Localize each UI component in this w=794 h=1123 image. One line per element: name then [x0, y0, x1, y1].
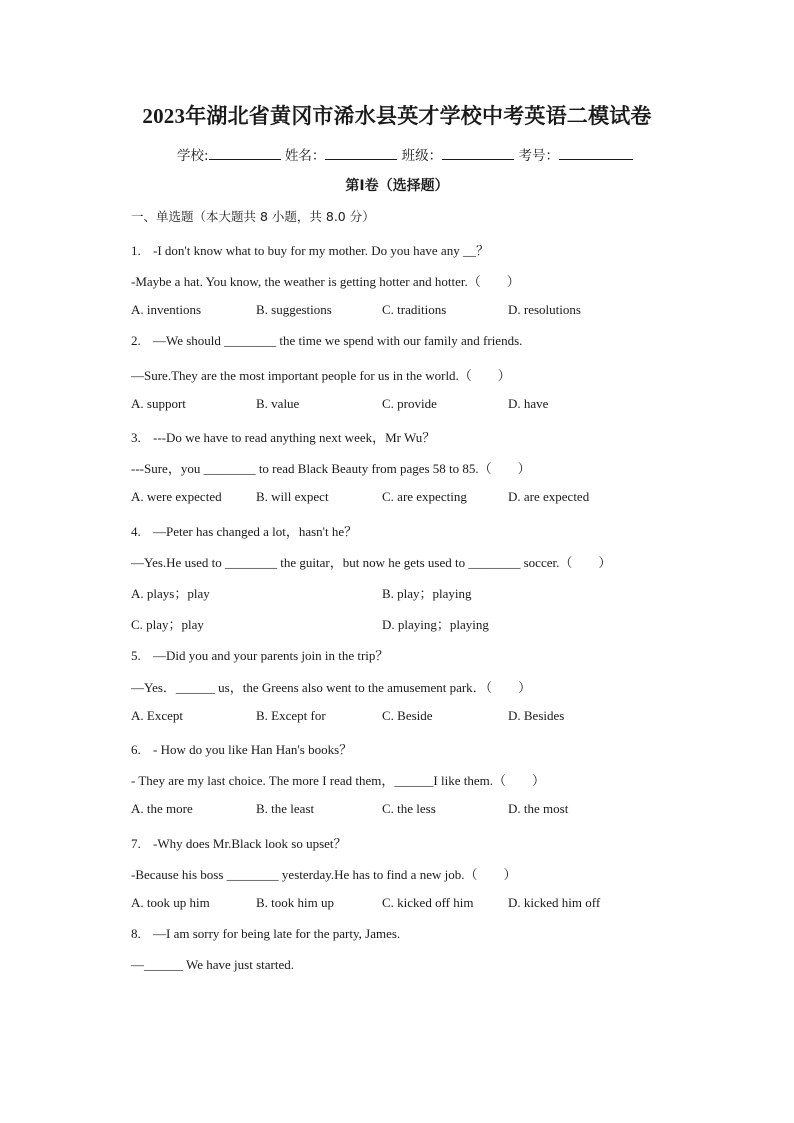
- option-c: C. Beside: [382, 708, 433, 723]
- option-b: B. play；playing: [382, 586, 472, 601]
- option-c: C. play；play: [131, 617, 204, 632]
- question-line: —Yes.He used to ________ the guitar，but now he gets used to ________ soccer.（ ）: [131, 555, 612, 570]
- question-line: —Yes．______ us，the Greens also went to the amusement park．（ ）: [131, 680, 532, 695]
- question-number: 5.: [131, 648, 141, 663]
- option-b: B. took him up: [256, 895, 335, 910]
- question-line: -Maybe a hat. You know, the weather is getting hotter and hotter.（ ）: [131, 274, 520, 289]
- option-a: A. Except: [131, 708, 183, 723]
- option-a: A. the more: [131, 801, 193, 816]
- school-label: 学校:: [177, 148, 209, 164]
- name-blank: [325, 147, 397, 160]
- question-number: 8.: [131, 926, 141, 941]
- option-d: D. the most: [508, 801, 569, 816]
- school-blank: [209, 147, 281, 160]
- option-a: A. were expected: [131, 489, 222, 504]
- question-stem: 2. —We should ________ the time we spend with our family and friends.: [131, 333, 523, 348]
- question-line: ---Sure，you ________ to read Black Beauty from pages 58 to 85.（ ）: [131, 461, 531, 476]
- option-b: B. Except for: [256, 708, 326, 723]
- question-number: 2.: [131, 333, 141, 348]
- question-line: —Sure.They are the most important people for us in the world.（ ）: [131, 368, 511, 383]
- option-d: D. kicked him off: [508, 895, 601, 910]
- option-b: B. will expect: [256, 489, 329, 504]
- exam-number-label: 考号：: [518, 148, 559, 164]
- option-c: C. the less: [382, 801, 436, 816]
- question-number: 7.: [131, 836, 141, 851]
- option-c: C. are expecting: [382, 489, 467, 504]
- section-title: 第I卷（选择题）: [345, 178, 449, 194]
- question-stem: 3. ---Do we have to read anything next week，Mr Wu？: [131, 430, 436, 445]
- option-c: C. kicked off him: [382, 895, 474, 910]
- question-number: 4.: [131, 524, 141, 539]
- exam-title: 2023年湖北省黄冈市浠水县英才学校中考英语二模试卷: [142, 104, 652, 128]
- question-line: -Because his boss ________ yesterday.He has to find a new job.（ ）: [131, 867, 517, 882]
- option-b: B. value: [256, 396, 300, 411]
- exam-number-blank: [559, 147, 633, 160]
- question-number: 6.: [131, 742, 141, 757]
- name-label: 姓名：: [284, 148, 326, 164]
- option-a: A. support: [131, 396, 186, 411]
- option-d: D. have: [508, 396, 549, 411]
- option-d: D. resolutions: [508, 302, 581, 317]
- question-line: —______ We have just started.: [131, 957, 294, 972]
- class-label: 班级：: [401, 148, 443, 164]
- question-stem: 1. -I don't know what to buy for my mother. Do you have any __？: [131, 243, 489, 258]
- question-line: - They are my last choice. The more I read them，______I like them.（ ）: [131, 773, 545, 788]
- question-stem: 5. —Did you and your parents join in the trip？: [131, 648, 389, 663]
- question-stem: 7. -Why does Mr.Black look so upset？: [131, 836, 347, 851]
- option-d: D. playing；playing: [382, 617, 489, 632]
- question-number: 1.: [131, 243, 141, 258]
- part-title: 一、单选题（本大题共 8 小题，共 8.0 分）: [131, 209, 375, 224]
- option-b: B. the least: [256, 801, 315, 816]
- option-d: D. Besides: [508, 708, 565, 723]
- question-stem: 8. —I am sorry for being late for the party, James.: [131, 926, 401, 941]
- question-stem: 6. - How do you like Han Han's books？: [131, 742, 353, 757]
- option-a: A. plays；play: [131, 586, 210, 601]
- option-b: B. suggestions: [256, 302, 332, 317]
- option-c: C. provide: [382, 396, 437, 411]
- option-a: A. took up him: [131, 895, 210, 910]
- option-a: A. inventions: [131, 302, 202, 317]
- student-info-line: [177, 144, 633, 164]
- question-stem: 4. —Peter has changed a lot，hasn't he？: [131, 524, 358, 539]
- class-blank: [442, 147, 514, 160]
- option-c: C. traditions: [382, 302, 447, 317]
- option-d: D. are expected: [508, 489, 590, 504]
- question-number: 3.: [131, 430, 141, 445]
